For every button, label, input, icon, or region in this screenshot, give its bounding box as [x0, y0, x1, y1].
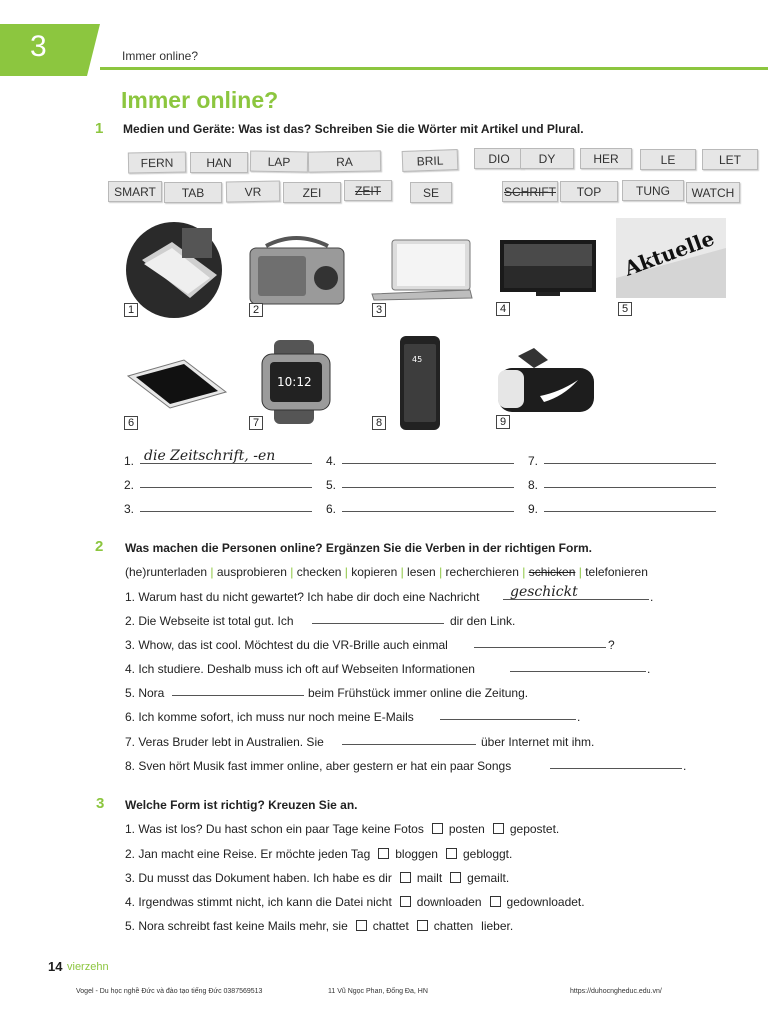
answer-label-7: 7. — [528, 454, 539, 468]
watch-time: 10:12 — [277, 375, 312, 389]
newspaper-photo — [616, 218, 726, 298]
syllable-card: VR — [226, 181, 280, 203]
blank-4[interactable] — [510, 671, 646, 672]
syllable-card-crossed: SCHRIFT — [502, 181, 558, 202]
sentence-3: 3. Whow, das ist cool. Möchtest du die VR-Brille auch einmal — [125, 638, 448, 652]
answer-line-4[interactable] — [342, 463, 514, 464]
syllable-card: TUNG — [622, 180, 684, 201]
answer-label-1: 1. — [124, 454, 135, 468]
sentence-2-end: dir den Link. — [450, 614, 516, 628]
header-title: Immer online? — [122, 49, 199, 63]
answer-label-4: 4. — [326, 454, 337, 468]
sentence-6-end: . — [577, 710, 581, 724]
image-number-3: 3 — [372, 303, 386, 317]
sentence-7: 7. Veras Bruder lebt in Australien. Sie — [125, 735, 324, 749]
chapter-number: 3 — [30, 30, 47, 63]
sentence-8: 8. Sven hört Musik fast immer online, aber gestern er hat ein paar Songs — [125, 759, 512, 773]
header-rule — [100, 67, 768, 70]
sentence-7-end: über Internet mit ihm. — [481, 735, 595, 749]
image-number-7: 7 — [249, 416, 263, 430]
answer-label-6: 6. — [326, 502, 337, 516]
laptop-photo — [370, 236, 474, 302]
footer-credit-url[interactable]: https://duhocngheduc.edu.vn/ — [570, 988, 662, 995]
sentence-8-end: . — [683, 759, 687, 773]
checkbox[interactable] — [493, 823, 504, 834]
sentence-4: 4. Ich studiere. Deshalb muss ich oft auf Webseiten Informationen — [125, 662, 475, 676]
syllable-card: LET — [702, 149, 758, 170]
exercise-3-number: 3 — [96, 795, 105, 812]
syllable-card-crossed: ZEIT — [344, 180, 392, 201]
answer-label-2: 2. — [124, 478, 135, 492]
blank-3[interactable] — [474, 647, 606, 648]
newspaper-headline: Aktuelle — [621, 226, 718, 281]
answer-line-3[interactable] — [140, 511, 312, 512]
answer-line-7[interactable] — [544, 463, 716, 464]
sentence-6: 6. Ich komme sofort, ich muss nur noch meine E-Mails — [125, 710, 414, 724]
choice-item-3: 3. Du musst das Dokument haben. Ich habe es dir mailt gemailt. — [125, 871, 510, 885]
sentence-1: 1. Warum hast du nicht gewartet? Ich habe dir doch eine Nachricht — [125, 590, 480, 604]
verb: ausprobieren — [216, 565, 287, 579]
verb: recherchieren — [445, 565, 519, 579]
image-number-5: 5 — [618, 302, 632, 316]
television-photo — [496, 236, 600, 302]
choice-item-2: 2. Jan macht eine Reise. Er möchte jeden Tag bloggen gebloggt. — [125, 847, 513, 861]
answer-line-8[interactable] — [544, 487, 716, 488]
blank-5[interactable] — [172, 695, 304, 696]
answer-label-5: 5. — [326, 478, 337, 492]
answer-line-2[interactable] — [140, 487, 312, 488]
answer-1: geschickt — [510, 584, 578, 600]
checkbox[interactable] — [378, 848, 389, 859]
book-reading-photo — [122, 220, 232, 320]
syllable-card: SE — [410, 182, 452, 203]
verb: checken — [296, 565, 342, 579]
answer-line-1[interactable] — [140, 463, 312, 464]
checkbox[interactable] — [450, 872, 461, 883]
sentence-4-end: . — [647, 662, 651, 676]
phone-time: 45 — [412, 355, 423, 364]
verb: (he)runterladen — [125, 565, 208, 579]
checkbox[interactable] — [417, 920, 428, 931]
blank-8[interactable] — [550, 768, 682, 769]
choice-item-4: 4. Irgendwas stimmt nicht, ich kann die Datei nicht downloaden gedownloadet. — [125, 895, 585, 909]
syllable-card: LAP — [250, 150, 308, 172]
exercise-3-instruction: Welche Form ist richtig? Kreuzen Sie an. — [125, 798, 358, 812]
checkbox[interactable] — [400, 872, 411, 883]
page-title: Immer online? — [121, 87, 279, 113]
sentence-3-end: ? — [608, 638, 615, 652]
image-number-2: 2 — [249, 303, 263, 317]
answer-line-5[interactable] — [342, 487, 514, 488]
smartphone-photo — [398, 334, 442, 432]
syllable-card: BRIL — [402, 149, 459, 172]
syllable-card: SMART — [108, 181, 162, 202]
checkbox[interactable] — [432, 823, 443, 834]
choice-item-5: 5. Nora schreibt fast keine Mails mehr, sie chattet chatten lieber. — [125, 919, 514, 933]
smartwatch-photo — [248, 340, 342, 424]
syllable-card: TAB — [164, 182, 222, 203]
answer-line-6[interactable] — [342, 511, 514, 512]
answer-line-9[interactable] — [544, 511, 716, 512]
syllable-card: WATCH — [686, 182, 740, 203]
exercise-2-number: 2 — [95, 538, 104, 555]
sentence-1-end: . — [650, 590, 654, 604]
verb: telefonieren — [585, 565, 648, 579]
blank-7[interactable] — [342, 744, 476, 745]
checkbox[interactable] — [490, 896, 501, 907]
image-number-8: 8 — [372, 416, 386, 430]
example-answer-1: die Zeitschrift, -en — [144, 448, 276, 464]
sentence-5: 5. Nora — [125, 686, 165, 700]
verb-bank: (he)runterladen | ausprobieren | checken | kopieren | lesen | recherchieren | schicken | telefonieren — [125, 565, 648, 579]
verb: kopieren — [351, 565, 398, 579]
answer-label-3: 3. — [124, 502, 135, 516]
choice-item-1: 1. Was ist los? Du hast schon ein paar Tage keine Fotos posten gepostet. — [125, 822, 560, 836]
syllable-card: FERN — [128, 151, 186, 173]
footer-credit-address: 11 Vũ Ngọc Phan, Đống Đa, HN — [328, 988, 428, 995]
sentence-5-end: beim Frühstück immer online die Zeitung. — [308, 686, 529, 700]
checkbox[interactable] — [356, 920, 367, 931]
syllable-card: RA — [308, 150, 381, 172]
syllable-card: LE — [640, 149, 696, 170]
checkbox[interactable] — [400, 896, 411, 907]
syllable-card: ZEI — [283, 182, 341, 203]
verb-crossed: schicken — [528, 565, 576, 579]
exercise-2-instruction: Was machen die Personen online? Ergänzen Sie die Verben in der richtigen Form. — [125, 541, 592, 555]
syllable-card: HAN — [190, 152, 248, 173]
blank-2[interactable] — [312, 623, 444, 624]
answer-label-9: 9. — [528, 502, 539, 516]
syllable-card: TOP — [560, 181, 618, 202]
syllable-card: DY — [520, 148, 574, 169]
sentence-2: 2. Die Webseite ist total gut. Ich — [125, 614, 294, 628]
answer-label-8: 8. — [528, 478, 539, 492]
checkbox[interactable] — [446, 848, 457, 859]
footer-credit-left: Vogel - Du học nghề Đức và đào tạo tiếng Đức 0387569513 — [76, 988, 263, 995]
tablet-photo — [124, 356, 230, 412]
verb: lesen — [407, 565, 436, 579]
syllable-card: HER — [580, 148, 632, 169]
image-number-4: 4 — [496, 302, 510, 316]
blank-6[interactable] — [440, 719, 576, 720]
vr-headset-photo — [494, 346, 598, 416]
radio-photo — [246, 234, 348, 308]
page-number-word: vierzehn — [67, 961, 109, 973]
image-number-1: 1 — [124, 303, 138, 317]
image-number-6: 6 — [124, 416, 138, 430]
image-number-9: 9 — [496, 415, 510, 429]
exercise-1-number: 1 — [95, 120, 104, 137]
exercise-1-instruction: Medien und Geräte: Was ist das? Schreiben Sie die Wörter mit Artikel und Plural. — [123, 122, 584, 136]
page-number: 14 — [48, 959, 63, 974]
chapter-tab — [0, 24, 100, 76]
syllable-card: DIO — [474, 148, 524, 169]
